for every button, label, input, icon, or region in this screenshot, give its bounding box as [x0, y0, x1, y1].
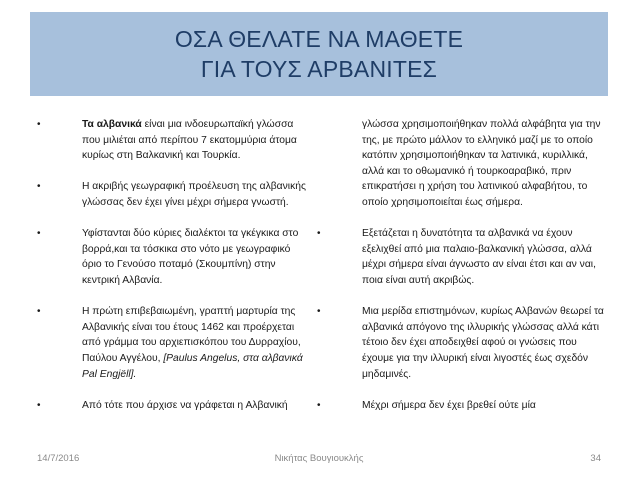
bullet-text: Μέχρι σήμερα δεν έχει βρεθεί ούτε μία	[362, 399, 536, 411]
bullet-text: Από τότε που άρχισε να γράφεται η Αλβανική	[82, 399, 288, 411]
bullet-dot-icon: •	[317, 306, 321, 318]
bullet-dot-icon: •	[37, 399, 41, 411]
bullet-item	[317, 304, 607, 382]
bullet-item	[37, 179, 307, 210]
continued-paragraph	[317, 117, 607, 211]
bullet-item	[37, 226, 307, 288]
footer-author: Νικήτας Βουγιουκλής	[274, 453, 364, 464]
bullet-dot-icon: •	[37, 119, 41, 130]
left-text-column	[37, 117, 307, 429]
slide-title-line-1: ΟΣΑ ΘΕΛΑΤΕ ΝΑ ΜΑΘΕΤΕ	[174, 26, 464, 52]
bullet-text: Μια μερίδα επιστημόνων, κυρίως Αλβανών θεωρεί τα αλβανικά απόγονο της ιλλυρικής γλώσσας αλλά κάτι τέτοιο δεν έχει αποδειχθεί αφού οι γνώσεις που έχουμε για την ιλλυρική είναι λιγοστές έως σχεδόν μηδαμινές.	[362, 306, 604, 380]
bullet-bold-term: Τα αλβανικά	[82, 119, 142, 130]
footer-date: 14/7/2016	[37, 453, 80, 464]
bullet-item	[37, 398, 307, 414]
bullet-item	[317, 398, 607, 414]
bullet-item	[37, 117, 307, 164]
right-text-column	[317, 117, 607, 429]
bullet-dot-icon: •	[37, 228, 41, 240]
slide-title-line-2: ΓΙΑ ΤΟΥΣ ΑΡΒΑΝΙΤΕΣ	[200, 56, 438, 82]
bullet-dot-icon: •	[317, 228, 321, 240]
bullet-text: Η ακριβής γεωγραφική προέλευση της αλβανικής γλώσσας δεν έχει γίνει μέχρι σήμερα γνωστή.	[82, 181, 306, 208]
bullet-dot-icon: •	[37, 181, 41, 193]
footer-page-number: 34	[590, 453, 601, 464]
slide-title-box	[30, 12, 608, 96]
bullet-text: Υφίστανται δύο κύριες διαλέκτοι τα γκέγκικα στο βορρά,και τα τόσκικα στο νότο με γεωγραφικό όριο το Γενούσο ποταμό (Σκουμπίνη) στην κεντρική Αλβανία.	[82, 228, 299, 286]
bullet-item	[317, 226, 607, 288]
bullet-italic-text: [Paulus Angelus, στα αλβανικά Pal Engjëll].	[82, 352, 303, 380]
bullet-item	[37, 304, 307, 382]
bullet-text: Η πρώτη επιβεβαιωμένη, γραπτή μαρτυρία της Αλβανικής είναι του έτους 1462 και προέρχεται από γράμμα του αρχιεπισκόπου του Δυρραχίου, Παύλου Αγγέλου,	[82, 306, 301, 364]
bullet-text: είναι μια ινδοευρωπαϊκή γλώσσα που μιλιέται από περίπου 7 εκατομμύρια άτομα κυρίως στη Βαλκανική και Τουρκία.	[82, 119, 297, 162]
bullet-text: Εξετάζεται η δυνατότητα τα αλβανικά να έχουν εξελιχθεί από μια παλαιο-βαλκανική γλώσσα, αλλά μέχρι σήμερα είναι άγνωστο αν είναι έτσι και αν ναι, ποια είναι αυτή ακριβώς.	[362, 228, 596, 286]
bullet-text: γλώσσα χρησιμοποιήθηκαν πολλά αλφάβητα για την της, με πρώτο μάλλον το ελληνικό μαζί με το οποίο κατόπιν χρησιμοποιήθηκαν τα λατινικά, κυριλλικά, αλλά και το οθωμανικό ή τουρκοαραβικό, πριν επικρατήσει η χρήση του λατινικού αλφαβήτου, το οποίο χρησιμοποιείται έως σήμερα.	[362, 119, 601, 208]
bullet-dot-icon: •	[317, 399, 321, 411]
bullet-dot-icon: •	[37, 306, 41, 318]
